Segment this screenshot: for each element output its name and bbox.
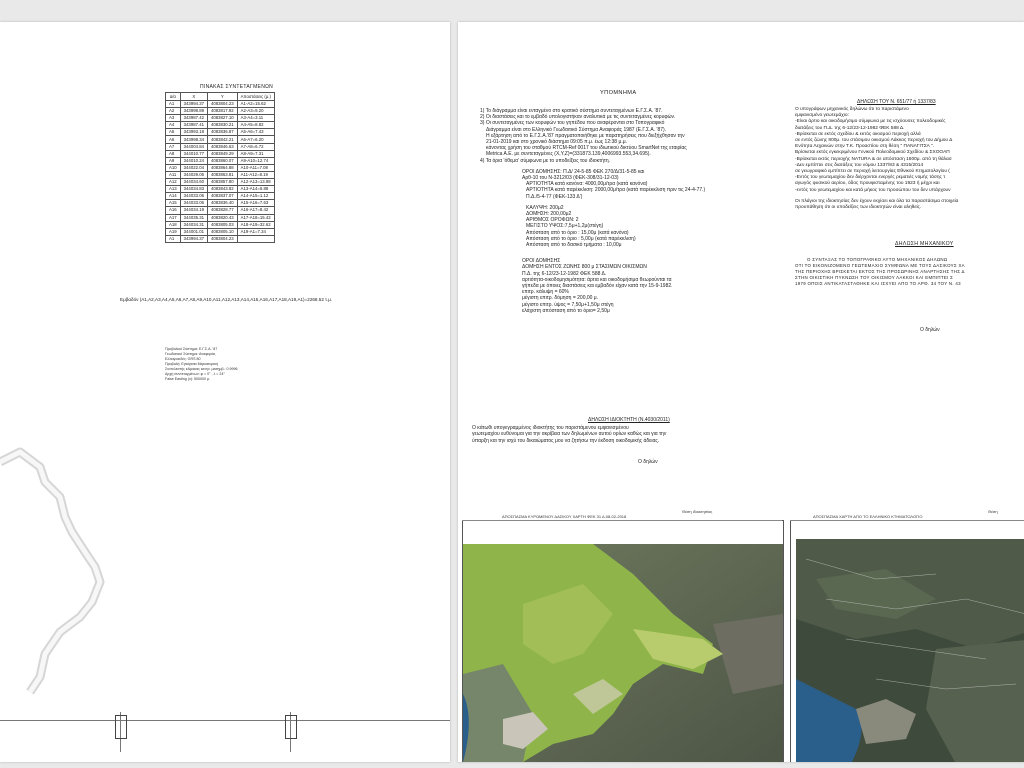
coord-cell-x: 343987.41 xyxy=(180,122,207,129)
coord-cell-x: 344034.31 xyxy=(180,221,207,228)
coord-cell-y: 4083830.21 xyxy=(207,122,237,129)
coord-table-row xyxy=(166,108,275,115)
engineer-declaration-line: ΟΤΙ ΤΟ ΕΙΚΟΝΙΖΟΜΕΝΟ ΓΕΩΤΕΜΑΧΙΟ ΣΥΜΦΩΝΑ ΜΕ ΤΟΥΣ ΔΑΣΙΚΟΥΣ ΧΑ xyxy=(795,263,965,269)
cadastre-map-image xyxy=(796,539,1024,762)
coord-cell-y: 4083805.10 xyxy=(207,228,237,235)
coord-cell-distance: A19-A1=7.34 xyxy=(237,228,274,235)
coord-cell-id: A1 xyxy=(166,235,181,242)
legend-item: 21-01-2019 και στο χρονικό διάστημα 09:05 π.μ. έως 12:38 μ.μ. xyxy=(486,139,627,146)
coord-table-row xyxy=(166,207,275,214)
engineer-declaration-line: ΤΗΣ ΠΕΡΙΟΧΗΣ ΒΡΙΣΚΕΤΑΙ ΕΚΤΟΣ ΤΗΣ ΠΡΟΣΩΡΙΝΗΣ ΑΝΑΡΤΗΣΗΣ ΤΗΣ Δ xyxy=(795,269,965,275)
forest-map-pointer-label: Θέση ιδιοκτησίας xyxy=(682,509,713,514)
coord-cell-distance: A8-A9=7.31 xyxy=(237,150,274,157)
building-terms-line: Απόσταση από το δασικό τμήματα : 10,00μ xyxy=(526,242,622,249)
engineer-declaration-line: ΣΤΗΝ ΟΙΚΙΣΤΙΚΗ ΠΥΚΝΩΣΗ ΤΟΥ ΟΙΚΙΣΜΟΥ ΛΑΚΚΟΙ ΚΑΙ ΕΜΠΙΠΤΕΙ Σ xyxy=(795,275,954,281)
coord-header-id: α/α xyxy=(166,93,181,101)
coord-cell-y: 4083804.23 xyxy=(207,235,237,242)
coord-cell-y: 4083863.81 xyxy=(207,171,237,178)
coord-cell-x: 344029.05 xyxy=(180,171,207,178)
coord-cell-distance: A2-A3=9.20 xyxy=(237,108,274,115)
owner-signature-label: Ο δηλών xyxy=(638,459,658,465)
coord-header-y: Y xyxy=(207,93,237,101)
projection-line: Συντελεστής κλίμακας κεντρ. μεσημβ.: 0.9996 xyxy=(165,367,238,371)
owner-declaration-line: γεωτεμαχίου ευθύνομαι για την ακρίβεια των δηλωμένων αυτού ορίων καθώς και για την xyxy=(472,431,667,438)
zone-terms-line: επιτρ. κάλυψη = 60% xyxy=(522,289,569,296)
legend-item: κάνοντας χρήση του σταθμού RTCM-Ref 0017 του ιδιωτικού δικτύου SmartNet της εταιρίας xyxy=(486,145,687,152)
grid-marker-box xyxy=(285,715,297,739)
coord-table-row xyxy=(166,193,275,200)
legend-item: 2) Οι διαστάσεις και το εμβαδό υπολογιστήκαν αναλυτικά με τις συντεταγμένες κορυφών. xyxy=(480,114,676,121)
zone-terms-line: αρτιότητα-οικοδομησιμότητα: άρτια και οικοδομήσιμα θεωρούνται τα xyxy=(522,276,672,283)
legend-item: Metrica A.E. με συντεταγμένες (X,Y,Z)=(331873.139,4006993.553,34.695). xyxy=(486,151,651,158)
law-declaration-line: -Βρίσκεται σε εκτός σχεδίου & εκτός οικισμού περιοχή αλλά xyxy=(795,131,921,137)
coord-cell-y: 4083864.88 xyxy=(207,164,237,171)
coord-cell-y: 4083857.80 xyxy=(207,179,237,186)
projection-line: False Easting (x): 500000 μ. xyxy=(165,377,211,381)
projection-info xyxy=(165,347,238,382)
zone-terms-line: μέγιστο επιτρ. ύψος = 7,50μ+1,50μ στέγη xyxy=(522,301,614,308)
engineer-declaration-title: ΔΗΛΩΣΗ ΜΗΧΑΝΙΚΟΥ xyxy=(895,241,954,248)
legend-item: Η εξάρτηση από το Ε.Γ.Σ.Α.'87 πραγματοποιήθηκε με παρατηρήσεις που διεξήχθησαν την xyxy=(486,132,685,139)
zone-terms-line: γήπεδα με όποιες διαστάσεις και εμβαδόν είχαν κατά την 15-9-1982. xyxy=(522,283,673,290)
legend-title: ΥΠΟΜΝΗΜΑ xyxy=(600,90,637,96)
coord-cell-x: 343994.37 xyxy=(180,235,207,242)
coord-table-row xyxy=(166,115,275,122)
coord-table-row xyxy=(166,186,275,193)
frame-line-bottom xyxy=(0,720,450,721)
coord-cell-distance: A6-A7=6.20 xyxy=(237,136,274,143)
coord-cell-y: 4083828.77 xyxy=(207,207,237,214)
coord-table-row xyxy=(166,164,275,171)
law-declaration-line: -Εντός του γεωτεμαχίου δεν διέρχονται ενεργές ρεματιές νομής τάσης τ xyxy=(795,175,946,181)
coord-cell-distance: A14-A15=1.12 xyxy=(237,193,274,200)
coord-cell-id: A13 xyxy=(166,186,181,193)
legend-item: 1) Το διάγραμμα είναι ενταγμένο στο κρατικό σύστημα συντεταγμένων Ε.Γ.Σ.Α. '87. xyxy=(480,108,663,114)
coord-cell-id: A5 xyxy=(166,129,181,136)
engineer-declaration-line: 1979 ΟΠΟΙΣ ΑΝΤΙΚΑΤΑΣΤΑΘΗΚΕ ΚΑΙ ΙΣΧΥΕΙ ΑΠΟ ΤΟ ΑΡΘ. 34 ΤΟΥ Ν. 43 xyxy=(795,281,961,287)
building-terms-heading: ΟΡΟΙ ΔΟΜΗΣΗΣ: Π.Δ/ 24-5-85 ΦΕΚ 270/Δ/31-5-85 και xyxy=(522,168,645,175)
legend-item: 4) Τα όρια 'όθεμα' σύμφωνα με το υποδείξεις του ιδιοκτήτη. xyxy=(480,157,610,164)
coord-cell-y: 4083836.40 xyxy=(207,200,237,207)
coord-cell-y: 4083827.10 xyxy=(207,115,237,122)
coord-cell-x: 344001.01 xyxy=(180,228,207,235)
coord-cell-x: 343993.18 xyxy=(180,129,207,136)
cadastre-map-caption: ΑΠΟΣΠΑΣΜΑ ΧΑΡΤΗ ΑΠΟ ΤΟ ΕΛΛΗΝΙΚΟ ΚΤΗΜΑΤΟΛΟΓΙΟ xyxy=(813,514,923,519)
law-declaration-title: ΔΗΛΩΣΗ ΤΟΥ Ν. 651/77 ή 1337/83 xyxy=(857,99,936,105)
law-declaration-line: αγωγός φυσικού αερίου, όδος προυφισταμένης του 1923 ή μέχρι και xyxy=(795,181,940,187)
coord-cell-x: 344034.19 xyxy=(180,207,207,214)
law-declaration-line: -Δεν εμπίπτει στις διατάξεις του νόμου 1337/83 & 4315/2014 xyxy=(795,162,924,168)
coord-cell-y: 4083836.87 xyxy=(207,129,237,136)
coord-cell-x: 344004.84 xyxy=(180,143,207,150)
coord-cell-distance: A18-A19=32.62 xyxy=(237,221,274,228)
coord-table-row xyxy=(166,101,275,108)
cadastre-map-graphic xyxy=(796,539,1024,762)
coord-cell-id: A16 xyxy=(166,207,181,214)
coord-cell-distance: A5-A6=7.43 xyxy=(237,129,274,136)
coord-cell-distance: A9-A10=12.74 xyxy=(237,157,274,164)
coord-cell-id: A17 xyxy=(166,214,181,221)
coord-cell-id: A4 xyxy=(166,122,181,129)
zone-terms-line: μέγιστη επιτρ. δόμηση = 200,00 μ. xyxy=(522,295,599,302)
coordinate-table xyxy=(165,92,275,243)
coord-cell-distance: A7-A8=6.72 xyxy=(237,143,274,150)
coord-table-row xyxy=(166,228,275,235)
coord-cell-distance: A10-A11=7.08 xyxy=(237,164,274,171)
coord-cell-id: A8 xyxy=(166,150,181,157)
coord-cell-x: 344010.77 xyxy=(180,150,207,157)
coord-table-row xyxy=(166,200,275,207)
coord-table-body xyxy=(166,101,275,243)
law-declaration-line: σε εντός ζώνης 800μ. του στάσιμου οικισμού Λάκκος περιοχή του Δήμου Δ xyxy=(795,138,953,144)
coord-cell-x: 344010.24 xyxy=(180,157,207,164)
legend-block xyxy=(480,90,780,314)
building-terms-heading2: Αρθ-10 του Ν-3212/03 (ΦΕΚ-308/31-12-03) xyxy=(522,175,619,182)
owner-declaration-text xyxy=(472,425,772,444)
coord-table-row xyxy=(166,235,275,242)
zone-terms-heading2: ΔΟΜΗΣΗ ΕΝΤΟΣ ΖΩΝΗΣ 800 μ ΣΤΑΣΙΜΩΝ ΟΙΚΙΣΜΩΝ xyxy=(522,264,647,271)
coord-cell-id: A11 xyxy=(166,171,181,178)
projection-line: Προβολικό Σύστημα: Ε.Γ.Σ.Α. '87 xyxy=(165,347,218,351)
coord-cell-y: 4083805.03 xyxy=(207,221,237,228)
engineer-declaration-text xyxy=(795,257,1024,287)
coord-table-row xyxy=(166,143,275,150)
coord-cell-y: 4083842.21 xyxy=(207,136,237,143)
law-declaration-line: σε γεωγραφικό εμπίπτει σε περιοχή λειτουργίας Εθνικού Κτηματολογίου ( xyxy=(795,169,950,175)
coord-table-row xyxy=(166,171,275,178)
law-declaration-line: Βρίσκεται εκτός εγκεκριμένου Γενικού Πολεοδομικού Σχεδίου & ΣΧΟΟΑΠ xyxy=(795,150,950,156)
building-terms-line: ΚΑΛΥΨΗ: 200μ2 xyxy=(526,204,564,211)
coord-cell-distance: A17-A18=15.42 xyxy=(237,214,274,221)
engineer-declarations-column xyxy=(795,99,1024,333)
coord-table-row xyxy=(166,214,275,221)
law-declaration-line: Ενότητα Λεχαινών στην Τ.Κ. Προαστίου στη θέση " ΠΑΝΑΓΙΤΣΑ ". xyxy=(795,144,934,150)
forest-map-graphic xyxy=(463,544,783,762)
forest-map-image xyxy=(463,544,783,762)
law-declaration-line: Ο υπογράφων μηχανικός δηλώνω ότι το παριστάμενο xyxy=(795,107,909,112)
building-terms-line: ΑΡΤΙΟΤΗΤΑ κατά παρέκκλιση: 2000,00μ/τρα (κατά παρέκκλιση πριν τις 24-4-77.) xyxy=(526,187,706,194)
drawing-sheet-left xyxy=(0,22,450,762)
coord-cell-id: A6 xyxy=(166,136,181,143)
coord-cell-distance: A11-A12=8.19 xyxy=(237,171,274,178)
coord-cell-id: A19 xyxy=(166,228,181,235)
coord-table-title: ΠΙΝΑΚΑΣ ΣΥΝΤΕΤΑΓΜΕΝΩΝ xyxy=(200,84,274,90)
coord-cell-x: 344022.04 xyxy=(180,164,207,171)
owner-declaration-title: ΔΗΛΩΣΗ ΙΔΙΟΚΤΗΤΗ (Ν.4030/2011) xyxy=(588,417,670,423)
owner-declaration-line: ύπαρξη και την ισχύ του δικαιώματος μου να ζητήσω την έκδοση οικοδομικής άδειας. xyxy=(472,437,660,444)
coord-table-header-row xyxy=(166,93,275,101)
zone-terms-heading: ΟΡΟΙ ΔΟΜΗΣΗΣ xyxy=(522,258,561,265)
coord-cell-id: A12 xyxy=(166,179,181,186)
law-declaration-line: Οι πλάγιοι της ιδιοκτησίας δεν έχουν εκχίσει και όλα τα παραστάσιμα στοιχεία xyxy=(795,198,959,204)
coord-cell-y: 4083804.23 xyxy=(207,101,237,108)
owner-declaration-line: Ο κάτωθι υπογεγραμμένος ιδιοκτήτης του παριστάμενου εμφανισμένου xyxy=(472,425,629,431)
coord-cell-y: 4083849.29 xyxy=(207,150,237,157)
coord-cell-id: A10 xyxy=(166,164,181,171)
coord-cell-x: 344034.60 xyxy=(180,179,207,186)
law-declaration-line: -Βρίσκεται εκτός περιοχής NATURA & σε απόσταση 1600μ. από τη θάλασ xyxy=(795,156,952,162)
grid-marker-box xyxy=(115,715,127,739)
coord-cell-x: 343994.37 xyxy=(180,101,207,108)
legend-item: 3) Οι συντεταγμένες των κορυφών του γηπέδου που αναφέρονται στο Τοπογραφικό xyxy=(480,120,665,127)
coord-cell-id: A15 xyxy=(166,200,181,207)
coord-cell-y: 4083820.43 xyxy=(207,214,237,221)
coord-cell-x: 344033.06 xyxy=(180,193,207,200)
coord-cell-y: 4083846.63 xyxy=(207,143,237,150)
coord-cell-distance: A13-A14=6.88 xyxy=(237,186,274,193)
building-terms-line: ΑΡΙΘΜΟΣ ΟΡΟΦΩΝ: 2 xyxy=(526,217,579,224)
engineer-declaration-line: Ο ΣΥΝΤΑΞΑΣ ΤΟ ΤΟΠΟΓΡΑΦΙΚΟ ΑΥΤΟ ΜΗΧΑΝΙΚΟΣ ΔΗΛΩΝΩ xyxy=(807,257,948,263)
law-declaration-line: εμφανισμένο γεωτεμάχιο: xyxy=(795,113,849,119)
coord-cell-x: 343998.89 xyxy=(180,108,207,115)
forest-map-caption: ΑΠΟΣΠΑΣΜΑ ΚΥΡΩΜΕΝΟΥ ΔΑΣΙΚΟΥ ΧΑΡΤΗ ΦΕΚ 31 Δ.08-02-2018 xyxy=(502,514,627,519)
coord-cell-distance: A15-A16=7.63 xyxy=(237,200,274,207)
law-declaration-line: διατάξεις του Π.Δ. της 6-12/23-12-1982 ΦΕΚ 588 Δ. xyxy=(795,125,905,131)
coord-cell-id: A1 xyxy=(166,101,181,108)
cadastre-map-pointer-label: Θέση xyxy=(988,509,998,514)
map-divider xyxy=(462,520,782,521)
parcel-outline-drawing xyxy=(0,422,450,722)
zone-terms-line: Π.Δ. της 6-12/23-12-1982 ΦΕΚ 588 Δ. xyxy=(522,270,607,277)
coord-table-row xyxy=(166,150,275,157)
law-declaration-line: -εντός του γεωτεμαχίου και κατά μήκος του προσώπου του δεν υπάρχουν xyxy=(795,187,951,193)
coord-cell-distance: A4-A5=8.82 xyxy=(237,122,274,129)
law-declaration-line: προυπάθηση ότι οι υποδείξεις των ιδιοκτητών είναι αληθείς. xyxy=(795,205,922,211)
coord-cell-distance: A16-A17=8.42 xyxy=(237,207,274,214)
coord-table-row xyxy=(166,129,275,136)
coord-cell-distance: A1-A2=15.62 xyxy=(237,101,274,108)
projection-line: Γεωδαιτικό Σύστημα: Αναφοράς xyxy=(165,352,216,356)
coord-table-row xyxy=(166,179,275,186)
law-declaration-line: -Είναι άρτιο και οικοδομήσιμο σύμφωνα με τις ισχύουσες πολεοδομικές xyxy=(795,119,946,125)
coord-cell-distance xyxy=(237,235,274,242)
projection-line: Προβολή: Εγκάρσια Μερκατορική xyxy=(165,362,219,366)
legend-item: Διάγραμμα είναι στο Ελληνικό Γεωδαιτικό Σύστημα Αναφοράς 1987 (Ε.Γ.Σ.Α. '87). xyxy=(486,126,667,133)
coord-cell-id: A2 xyxy=(166,108,181,115)
coord-cell-id: A14 xyxy=(166,193,181,200)
coord-cell-x: 344035.31 xyxy=(180,214,207,221)
coord-header-x: X xyxy=(180,93,207,101)
coord-cell-y: 4083817.92 xyxy=(207,108,237,115)
coord-cell-id: A9 xyxy=(166,157,181,164)
coord-cell-id: A7 xyxy=(166,143,181,150)
drawing-sheet-right xyxy=(458,22,1024,762)
coord-cell-id: A18 xyxy=(166,221,181,228)
coord-table-row xyxy=(166,122,275,129)
area-statement: Εμβαδόν (Α1,Α2,Α3,Α4,Α5,Α6,Α7,Α8,Α9,Α10,Α11,Α12,Α13,Α14,Α15,Α16,Α17,Α18,Α19,Α1)=2268.52 τ.μ. xyxy=(120,297,333,302)
zone-terms-line: ελάχιστη απόσταση από το όριο= 2,50μ xyxy=(522,307,610,314)
coord-cell-y: 4083843.82 xyxy=(207,186,237,193)
coord-cell-distance: A12-A13=13.98 xyxy=(237,179,274,186)
projection-line: Ελλειψοειδές: GRS 80 xyxy=(165,357,201,361)
coord-cell-y: 4083860.07 xyxy=(207,157,237,164)
building-terms-line: Π.Δ./5-4-77 (ΦΕΚ-133 Δ') xyxy=(526,193,583,200)
projection-line: Αρχή συντεταγμένων: φ = 0° , λ = 24° xyxy=(165,372,225,376)
building-terms-line: Απόσταση από το όριο : 15,00μ (κατά κανόνα) xyxy=(526,229,629,236)
building-terms-line: ΑΡΤΙΟΤΗΤΑ κατά κανόνα: 4000,00μ/τρα (κατά κανόνα) xyxy=(526,181,648,188)
coord-cell-y: 4083837.07 xyxy=(207,193,237,200)
coord-table-row xyxy=(166,157,275,164)
engineer-signature-label: Ο δηλών xyxy=(920,327,940,334)
map-divider xyxy=(790,520,1024,521)
coord-cell-distance: A3-A4=3.11 xyxy=(237,115,274,122)
building-terms-line: ΜΕΓΙΣΤΟ ΥΨΟΣ:7,5μ+1,2μ(στέγη) xyxy=(526,223,604,230)
building-terms-line: Απόσταση από το όριο : 5,00μ (κατά παρέκκλιση) xyxy=(526,235,636,242)
building-terms-line: ΔΟΜΗΣΗ: 200,00μ2 xyxy=(526,211,572,218)
coord-cell-id: A3 xyxy=(166,115,181,122)
coord-cell-x: 344033.06 xyxy=(180,200,207,207)
coord-table-row xyxy=(166,136,275,143)
coord-table-row xyxy=(166,221,275,228)
coord-cell-x: 343987.42 xyxy=(180,115,207,122)
coord-cell-x: 343998.34 xyxy=(180,136,207,143)
coord-cell-x: 344034.83 xyxy=(180,186,207,193)
coord-header-distances: Αποστάσεις (μ.) xyxy=(237,93,274,101)
